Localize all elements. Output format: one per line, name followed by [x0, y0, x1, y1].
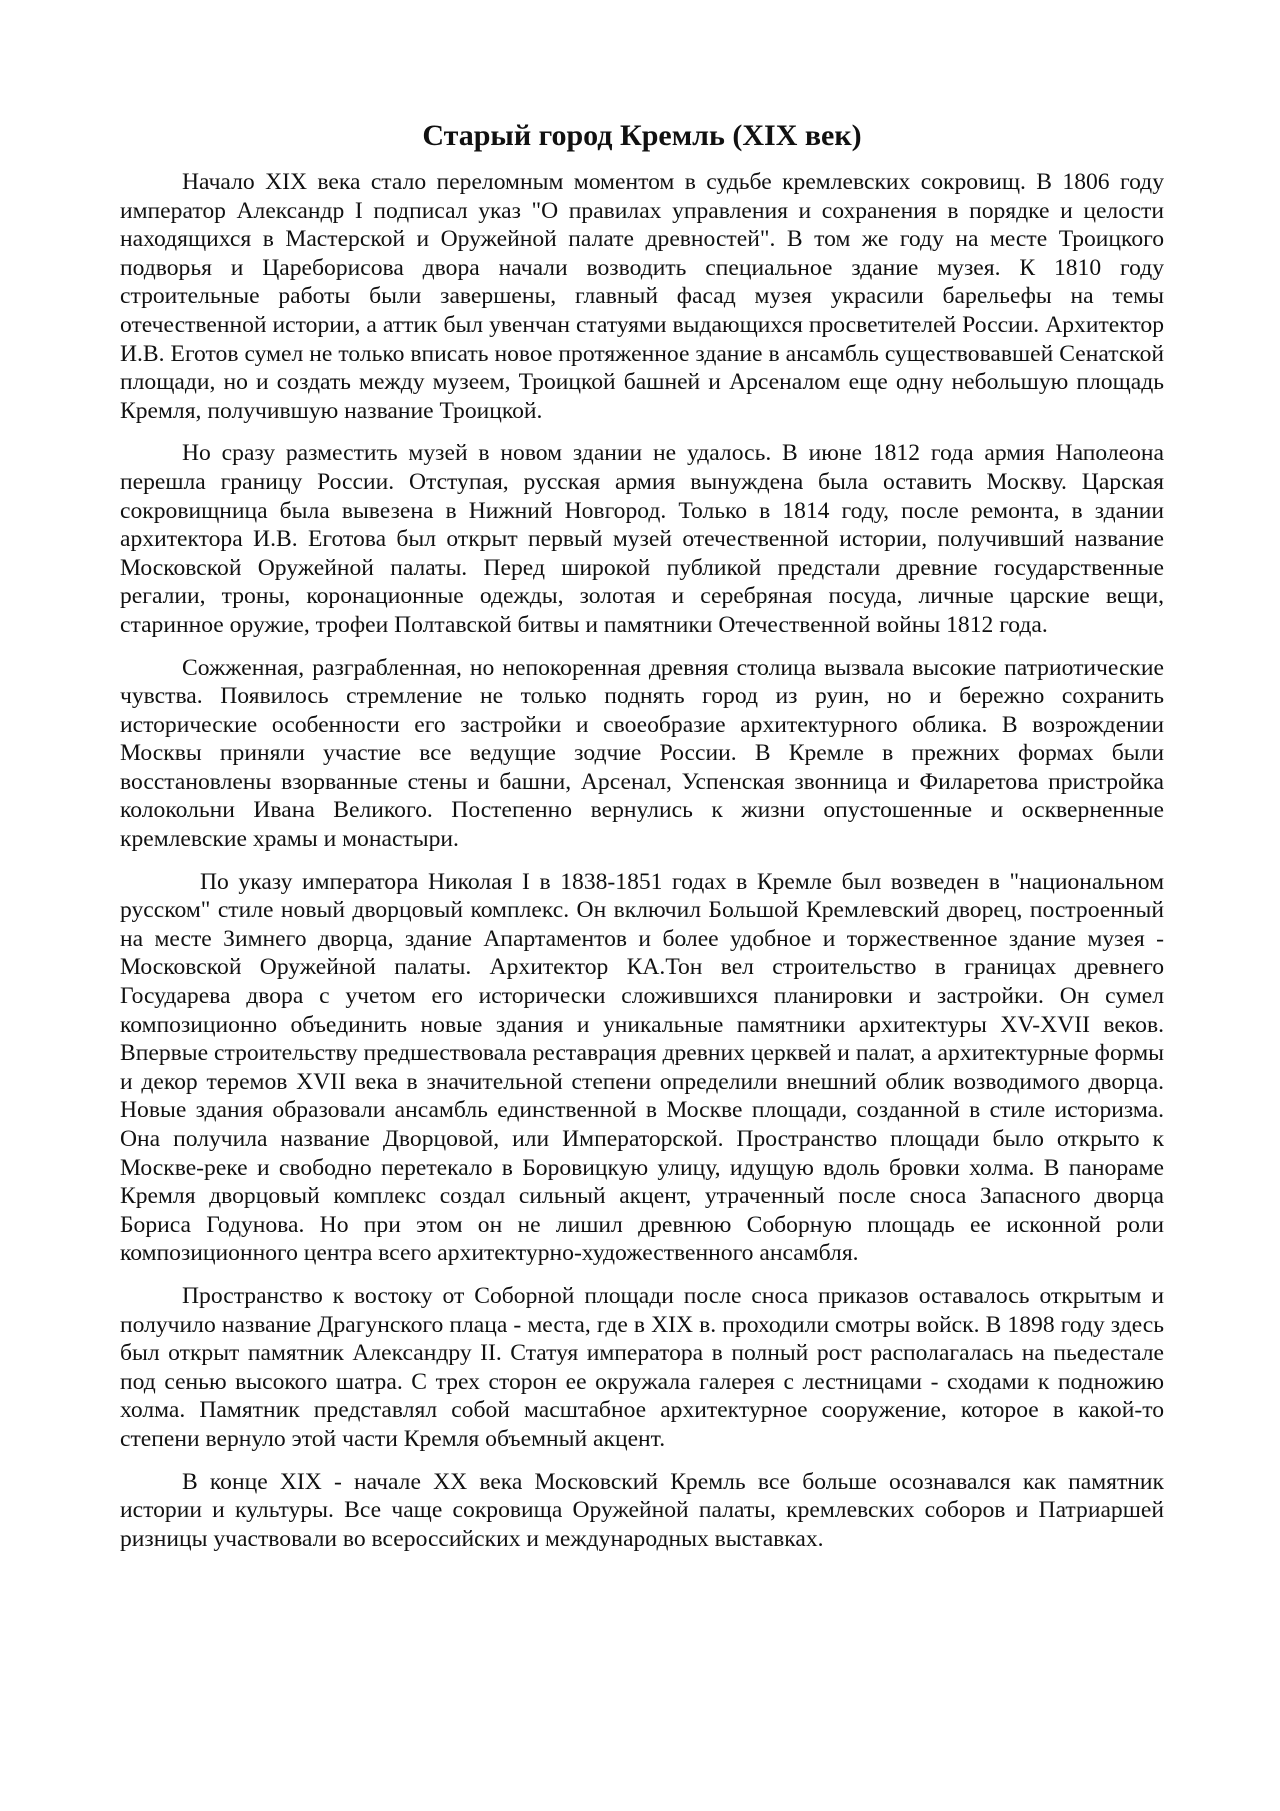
paragraph-2: Но сразу разместить музей в новом здании не удалось. В июне 1812 года армия Наполеона перешла границу России. Отступая, русская армия вынуждена была оставить Москву. Царская сокровищница была вывезена в Нижний Новгород. Только в 1814 году, после ремонта, в здании архитектора И.В. Еготова был открыт первый музей отечественной истории, получивший название Московской Оружейной палаты. Перед широкой публикой предстали древние государственные регалии, троны, коронационные одежды, золотая и серебряная посуда, личные царские вещи, старинное оружие, трофеи Полтавской битвы и памятники Отечественной войны 1812 года.	[120, 440, 1164, 638]
page-title: Старый город Кремль (XIX век)	[422, 119, 862, 152]
paragraph-5: Пространство к востоку от Соборной площади после сноса приказов оставалось открытым и получило название Драгунского плаца - места, где в XIX в. проходили смотры войск. В 1898 году здесь был открыт памятник Александру II. Статуя императора в полный рост располагалась на пьедестале под сенью высокого шатра. С трех сторон ее окружала галерея с лестницами - сходами к подножию холма. Памятник представлял собой масштабное архитектурное сооружение, которое в какой-то степени вернуло этой части Кремля объемный акцент.	[120, 1282, 1164, 1452]
document-page	[120, 118, 1164, 1567]
paragraph-4: По указу императора Николая I в 1838-1851 годах в Кремле был возведен в "национальном русском" стиле новый дворцовый комплекс. Он включил Большой Кремлевский дворец, построенный на месте Зимнего дворца, здание Апартаментов и более удобное и торжественное здание музея - Московской Оружейной палаты. Архитектор КА.Тон вел строительство в границах древнего Государева двора с учетом его исторически сложившихся планировки и застройки. Он сумел композиционно объединить новые здания и уникальные памятники архитектуры XV-XVII веков. Впервые строительству предшествовала реставрация древних церквей и палат, а архитектурные формы и декор теремов XVII века в значительной степени определили внешний облик возводимого дворца. Новые здания образовали ансамбль единственной в Москве площади, созданной в стиле историзма. Она получила название Дворцовой, или Императорской. Пространство площади было открыто к Москве-реке и свободно перетекало в Боровицкую улицу, идущую вдоль бровки холма. В панораме Кремля дворцовый комплекс создал сильный акцент, утраченный после сноса Запасного дворца Бориса Годунова. Но при этом он не лишил древнюю Соборную площадь ее исконной роли композиционного центра всего архитектурно-художественного ансамбля.	[120, 868, 1164, 1267]
paragraph-3: Сожженная, разграбленная, но непокоренная древняя столица вызвала высокие патриотические чувства. Появилось стремление не только поднять город из руин, но и бережно сохранить исторические особенности его застройки и своеобразие архитектурного облика. В возрождении Москвы приняли участие все ведущие зодчие России. В Кремле в прежних формах были восстановлены взорванные стены и башни, Арсенал, Успенская звонница и Филаретова пристройка колокольни Ивана Великого. Постепенно вернулись к жизни опустошенные и оскверненные кремлевские храмы и монастыри.	[120, 654, 1164, 853]
paragraph-6: В конце XIX - начале XX века Московский Кремль все больше осознавался как памятник истории и культуры. Все чаще сокровища Оружейной палаты, кремлевских соборов и Патриаршей ризницы участвовали во всероссийских и международных выставках.	[120, 1468, 1164, 1552]
paragraph-1: Начало XIX века стало переломным моментом в судьбе кремлевских сокровищ. В 1806 году император Александр I подписал указ "О правилах управления и сохранения в порядке и целости находящихся в Мастерской и Оружейной палате древностей". В том же году на месте Троицкого подворья и Цареборисова двора начали возводить специальное здание музея. К 1810 году строительные работы были завершены, главный фасад музея украсили барельефы на темы отечественной истории, а аттик был увенчан статуями выдающихся просветителей России. Архитектор И.В. Еготов сумел не только вписать новое протяженное здание в ансамбль существовавшей Сенатской площади, но и создать между музеем, Троицкой башней и Арсеналом еще одну небольшую площадь Кремля, получившую название Троицкой.	[120, 169, 1164, 424]
